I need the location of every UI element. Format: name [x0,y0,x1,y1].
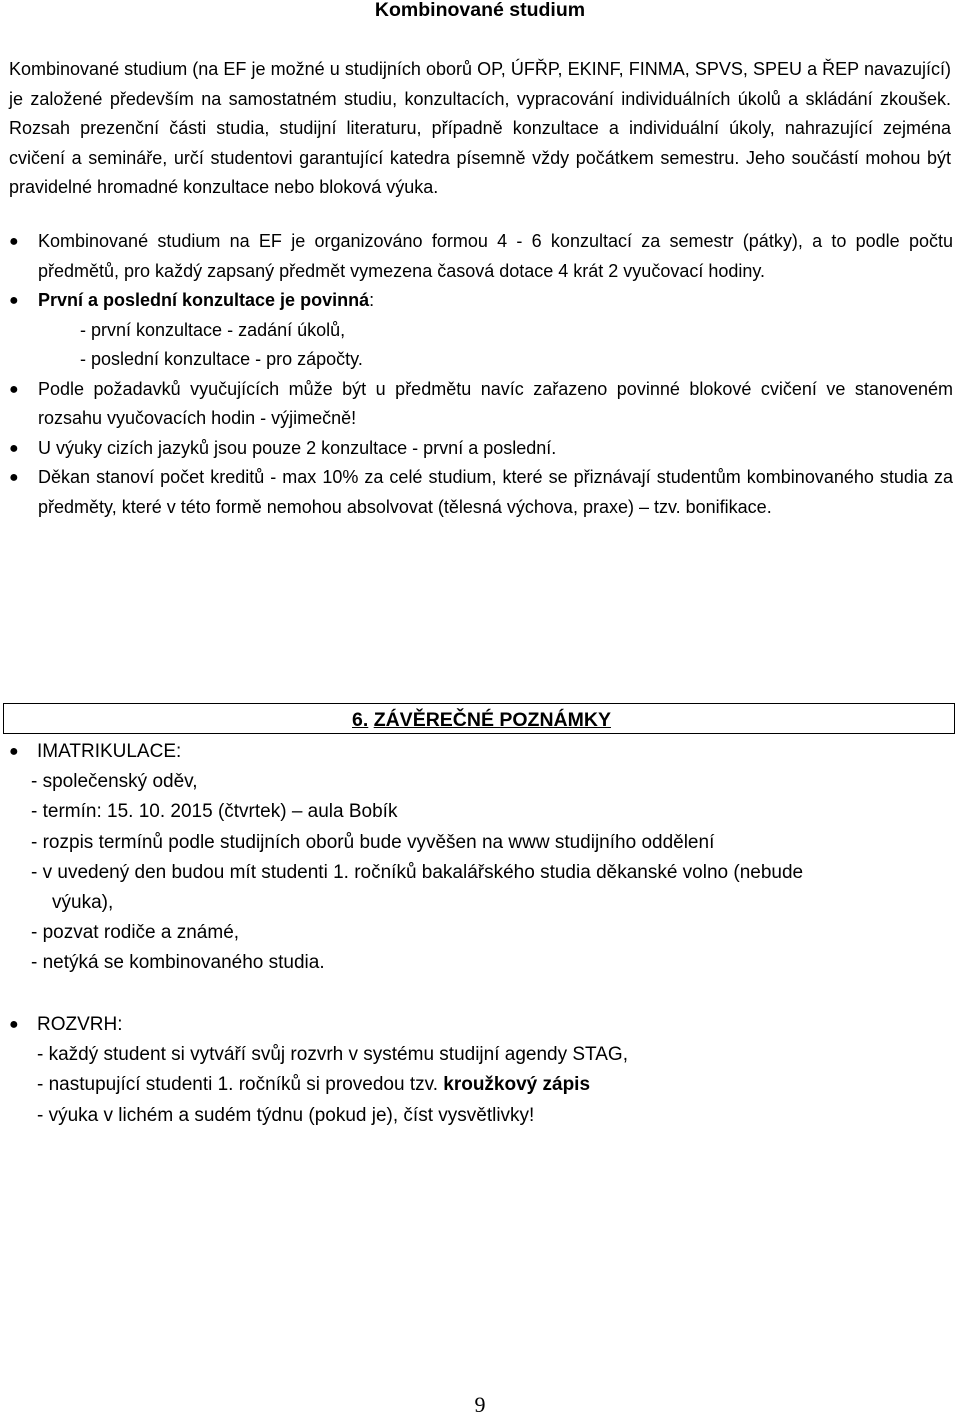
list-item [0,463,953,522]
rozvrh-heading: ROZVRH: [37,1014,123,1035]
imatrikulace-line: - netýká se kombinovaného studia. [31,952,325,974]
imatrikulace-line: výuka), [52,892,114,914]
bullet-icon: ● [9,439,19,457]
imatrikulace-line: - rozpis termínů podle studijních oborů bude vyvěšen na www studijního oddělení [31,831,715,853]
page-title: Kombinované studium [374,0,586,21]
rozvrh-line: - výuka v lichém a sudém týdnu (pokud je), číst vysvětlivky! [37,1104,535,1126]
sub-item-last: - poslední konzultace - pro zápočty. [80,349,363,369]
bullet-text-languages: U výuky cizích jazyků jsou pouze 2 konzultace - první a poslední. [38,437,557,458]
bullet-text-mandatory: První a poslední konzultace je povinná [38,290,370,310]
bullet-icon: ● [9,469,19,486]
list-item [0,286,953,375]
imatrikulace-line: - pozvat rodiče a známé, [31,922,240,944]
bullet-text-block-exercise: Podle požadavků vyučujících může být u předmětu navíc zařazeno povinné blokové cvičení ve stanoveném rozsahu vyučovacích hodin - výjimečně! [38,378,953,428]
section-title-text: ZÁVĚREČNÉ POZNÁMKY [373,709,611,731]
list-item [0,434,953,464]
bullet-icon: ● [9,233,19,250]
rozvrh-line-bold: kroužkový zápis [443,1074,591,1096]
rozvrh-line-text: - nastupující studenti 1. ročníků si provedou tzv. [37,1074,444,1096]
imatrikulace-block [0,737,950,979]
imatrikulace-line: - společenský oděv, [31,771,198,793]
bullet-icon: ● [9,1016,19,1033]
intro-text-2: Rozsah prezenční části studia, studijní literaturu, případně konzultace a individuální úkoly, nahrazující zejména cvičení a semináře, určí studentovi garantující katedra písemně vždy počátkem semestru. [9,118,951,168]
bullet-icon: ● [9,380,19,398]
intro-text-3: Jeho součástí mohou být pravidelné hromadné konzultace nebo bloková výuka. [9,147,951,197]
list-item [0,375,953,434]
section-number: 6. [352,709,369,731]
bullet-colon: : [369,290,375,310]
rozvrh-line [0,1070,950,1100]
sub-item-first: - první konzultace - zadání úkolů, [80,319,346,340]
list-item [0,227,953,286]
rozvrh-block [0,1010,950,1131]
intro-paragraph [9,55,951,203]
bullet-text-credits: Děkan stanoví počet kreditů - max 10% za celé studium, které se přiznávají studentům kombinovaného studia za předměty, které v této formě nemohou absolvovat (tělesná výchova, praxe) – tzv. bonifikace. [38,467,953,517]
imatrikulace-line: - termín: 15. 10. 2015 (čtvrtek) – aula Bobík [31,801,398,823]
rozvrh-line: - každý student si vytváří svůj rozvrh v systému studijní agendy STAG, [37,1044,628,1066]
imatrikulace-heading: IMATRIKULACE: [37,741,182,762]
imatrikulace-line: - v uvedený den budou mít studenti 1. ročníků bakalářského studia děkanské volno (nebude [31,861,804,883]
bullet-icon: ● [9,743,19,760]
bullet-icon: ● [9,292,19,309]
study-rules-list [0,227,953,522]
section-heading [352,707,611,733]
intro-text-1: Kombinované studium (na EF je možné u studijních oborů OP, ÚFŘP, EKINF, FINMA, SPVS, SPEU a ŘEP navazující) je založené především na samostatném studiu, konzultacích, vypracování individuálních úkolů a skládání zkoušek. [9,59,951,109]
page-number: 9 [474,1392,486,1417]
bullet-text-consultations: Kombinované studium na EF je organizováno formou 4 - 6 konzultací za semestr (pátky), a to podle počtu předmětů, pro každý zapsaný předmět vymezena časová dotace 4 krát 2 vyučovací hodiny. [38,231,953,281]
